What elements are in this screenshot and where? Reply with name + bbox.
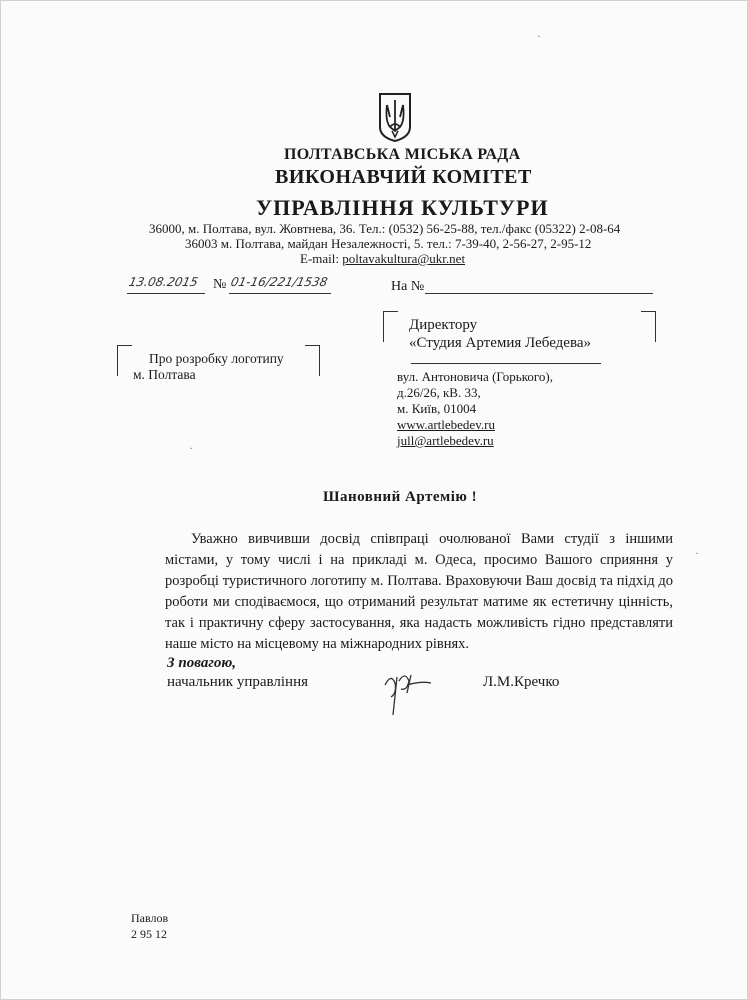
recipient-divider — [411, 363, 601, 364]
email-label: E-mail: — [300, 251, 343, 266]
number-label: № — [213, 277, 227, 292]
letterhead-council: ПОЛТАВСЬКА МІСЬКА РАДА — [284, 146, 521, 163]
signatory-name: Л.М.Кречко — [483, 674, 560, 690]
reply-label: На № — [391, 279, 425, 294]
scan-speck: · — [189, 441, 193, 455]
executor-phone: 2 95 12 — [131, 927, 167, 941]
body-paragraph: Уважно вивчивши досвід співпраці очолюваної Вами студії з іншими містами, у тому числі і на прикладі м. Одеса, просимо Вашого сприяння у розробці туристичного логотипу м. Полтава. Враховуючи Ваш досвід та підхід до роботи ми сподіваємося, що отриманий результат матиме як естетичну цінність, так і практичну сферу застосування, яка надасть можливість гідно представляти наше місто на місцевому на міжнародних рівнях. — [165, 531, 673, 652]
subject-line-1: Про розробку логотипу — [149, 351, 284, 366]
letterhead-department: УПРАВЛІННЯ КУЛЬТУРИ — [256, 195, 549, 220]
recipient-address-1: вул. Антоновича (Горького), — [397, 369, 553, 384]
recipient-org: «Студия Артемия Лебедева» — [409, 335, 591, 351]
letterhead-committee: ВИКОНАВЧИЙ КОМІТЕТ — [275, 166, 532, 188]
email-link[interactable]: poltavakultura@ukr.net — [342, 251, 466, 266]
handwritten-date: 13.08.2015 — [127, 275, 200, 289]
scan-speck: · — [537, 29, 541, 43]
letterhead-address-1: 36000, м. Полтава, вул. Жовтнева, 36. Тел.: (0532) 56-25-88, тел./факс (05322) 2-08-64 — [149, 221, 621, 236]
closing-regards: З повагою, — [167, 655, 237, 671]
signature-icon — [377, 663, 437, 719]
date-underline — [127, 293, 205, 294]
letterhead-address-2: 36003 м. Полтава, майдан Незалежності, 5. тел.: 7-39-40, 2-56-27, 2-95-12 — [185, 236, 592, 251]
subject-bracket-left — [117, 345, 132, 376]
trident-emblem-icon — [377, 91, 413, 143]
recipient-bracket-left — [383, 311, 398, 342]
recipient-email-link[interactable]: jull@artlebedev.ru — [397, 433, 494, 448]
recipient-address-2: д.26/26, кВ. 33, — [397, 385, 481, 400]
recipient-website-link[interactable]: www.artlebedev.ru — [397, 417, 495, 432]
recipient-title: Директору — [409, 317, 478, 333]
subject-bracket-right — [305, 345, 320, 376]
closing-position: начальник управління — [167, 674, 309, 690]
executor-name: Павлов — [131, 911, 169, 925]
handwritten-number: 01-16/221/1538 — [229, 275, 329, 289]
recipient-address-3: м. Київ, 01004 — [397, 401, 477, 416]
subject-line-2: м. Полтава — [133, 367, 196, 382]
number-underline — [229, 293, 331, 294]
recipient-bracket-right — [641, 311, 656, 342]
letter-body — [165, 529, 673, 655]
letterhead-email-row — [300, 251, 465, 267]
salutation: Шановний Артемію ! — [323, 489, 478, 505]
scan-speck: · — [695, 546, 699, 560]
reply-underline — [425, 293, 653, 294]
